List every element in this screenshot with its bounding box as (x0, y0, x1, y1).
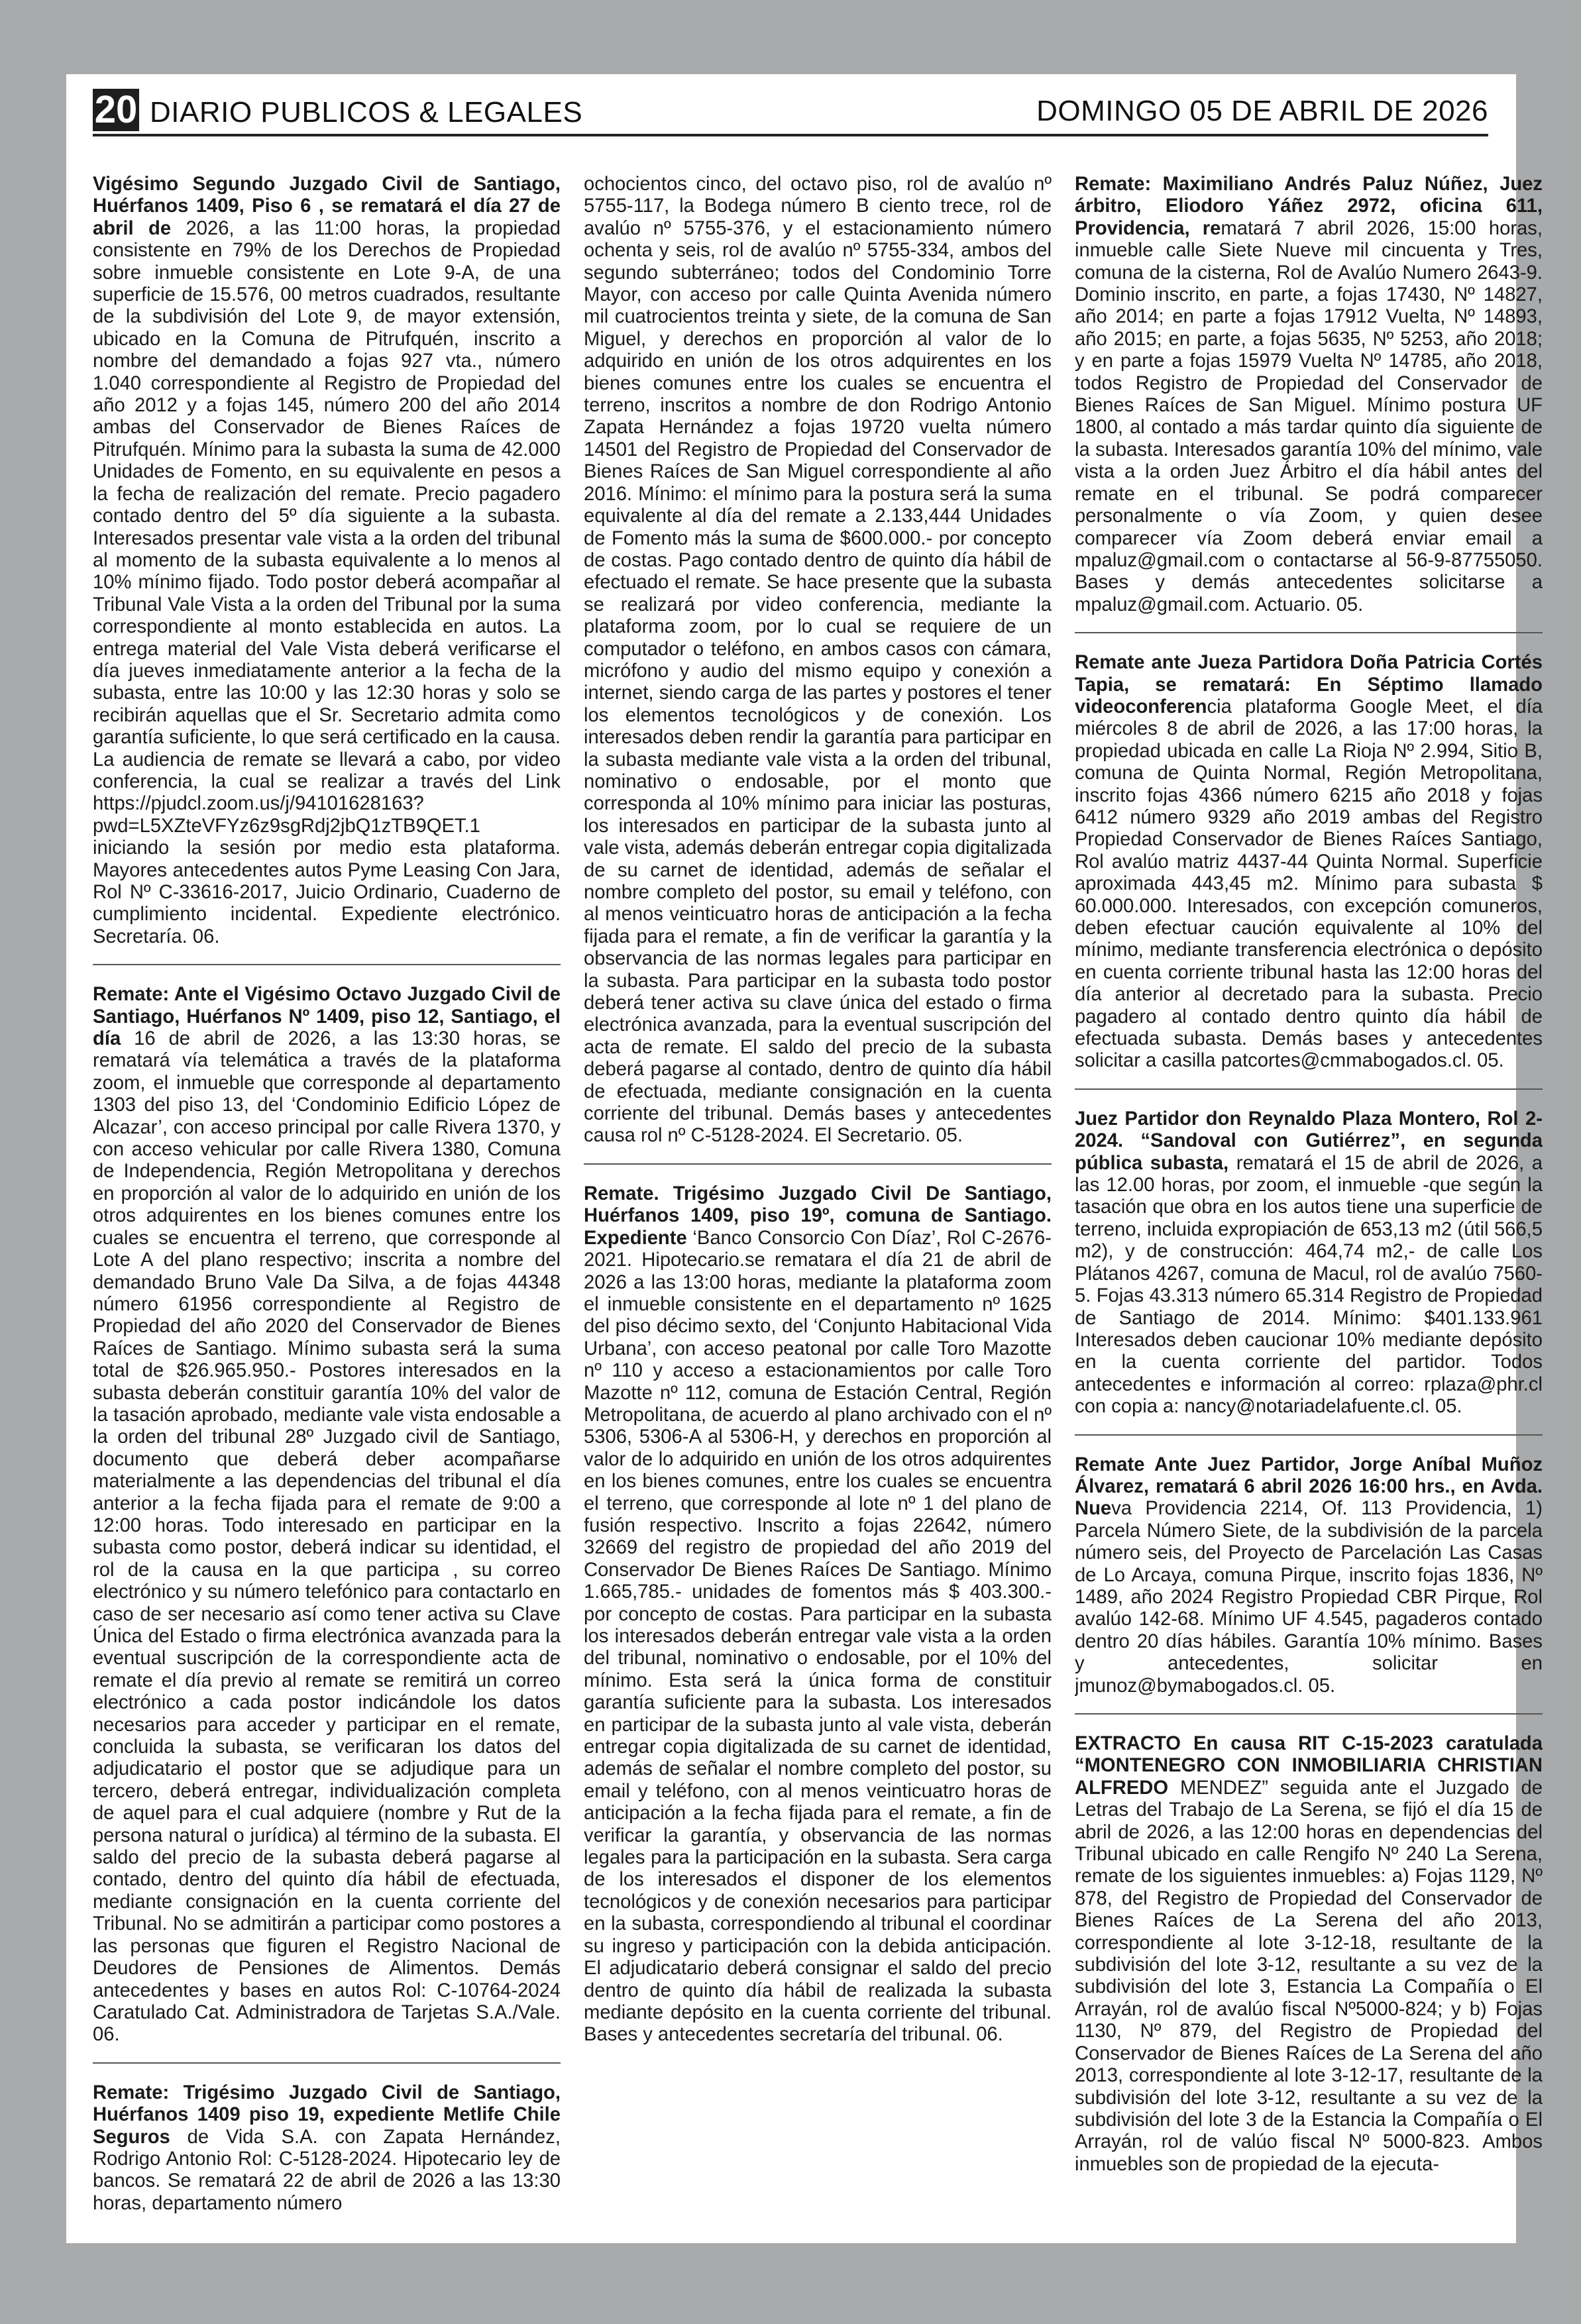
legal-notice (1075, 1454, 1543, 1697)
notice-body: 16 de abril de 2026, a las 13:30 horas, se rematará vía telemática a través de la plataforma zoom, el inmueble que corresponde al departamento 1303 del piso 13, del ‘Condominio Edificio López de Alcazar’, con acceso principal por calle Rivera 1370, y con acceso vehicular por calle Rivera 1380, Comuna de Independencia, Región Metropolitana y derechos en proporción al valor de lo adquirido en unión de los otros adquirentes en los bienes comunes entre los cuales se encuentra el terreno, que corresponde al Lote A del plano respectivo; inscrita a nombre del demandado Bruno Vale Da Silva, a de fojas 44348 número 61956 correspondiente al Registro de Propiedad del año 2020 del Conservador de Bienes Raíces de Santiago. Mínimo subasta será la suma total de $26.965.950.- Postores interesados en la subasta deberán constituir garantía 10% del valor de la tasación aprobado, mediante vale vista endosable a la orden del tribunal 28º Juzgado civil de Santiago, documento que deberá deber acompañarse materialmente a las dependencias del tribunal el día anterior a la fecha fijada para el remate de 9:00 a 12:00 horas. Todo interesado en participar en la subasta como postor, deberá indicar su identidad, el rol de la causa en la que participa , su correo electrónico y su número telefónico para contactarlo en caso de ser necesario así como tener activa su Clave Única del Estado o firma electrónica avanzada para la eventual suscripción de la correspondiente acta de remate el día previo al remate se remitirá un correo electrónico a cada postor indicándole los datos necesarios para acceder y participar en el remate, concluida la subasta, se verificaran los datos del adjudicatario el postor que se adjudique para un tercero, deberá entregar, individualización completa de aquel para el cual adquiere (nombre y Rut de la persona natural o jurídica) al término de la subasta. El saldo del precio de la subasta deberá pagarse al contado, dentro del quinto día hábil de efectuada, mediante consignación en la cuenta corriente del Tribunal. No se admitirán a participar como postores a las personas que figuren el Registro Nacional de Deudores de Pensiones de Alimentos. Demás antecedentes y bases en autos Rol: C-10764-2024 Caratulado Cat. Administradora de Tarjetas S.A./Vale. 06. (93, 1028, 561, 2046)
notice-lead: Remate: Maximiliano Andrés Paluz Núñez, Juez árbitro, Eliodoro Yáñez 2972, oficina 611, Providencia, re (1075, 174, 1543, 239)
legal-notice (584, 174, 1052, 1147)
legal-notice (1075, 174, 1543, 616)
notice-body: va Providencia 2214, Of. 113 Providencia, 1) Parcela Número Siete, de la subdivisión de la parcela número seis, del Proyecto de Parcelación Las Casas de Lo Arcaya, comuna Pirque, inscrito fojas 1836, Nº 1489, año 2024 Registro Propiedad CBR Pirque, Rol avalúo 142-68. Mínimo UF 4.545, pagaderos contado dentro 20 días hábiles. Garantía 10% mínimo. Bases y antecedentes, solicitar en jmunoz@bymabogados.cl. 05. (1075, 1498, 1543, 1697)
notice-divider (1075, 1434, 1543, 1436)
notice-lead: Juez Partidor don Reynaldo Plaza Montero, Rol 2-2024. “Sandoval con Gutiérrez”, en segunda pública subasta, (1075, 1108, 1543, 1174)
notice-body: 2026, a las 11:00 horas, la propiedad consistente en 79% de los Derechos de Propiedad sobre inmueble consistente en Lote 9-A, de una superficie de 15.576, 00 metros cuadrados, resultante de la subdivisión del Lote 9, de mayor extensión, ubicado en la Comuna de Pitrufquén, inscrito a nombre del demandado a fojas 927 vta., número 1.040 correspondiente al Registro de Propiedad del año 2012 y a fojas 145, número 200 del año 2014 ambas del Conservador de Bienes Raíces de Pitrufquén. Mínimo para la subasta la suma de 42.000 Unidades de Fomento, en su equivalente en pesos a la fecha de realización del remate. Precio pagadero contado dentro del 5º día siguiente a la subasta. Interesados presentar vale vista a la orden del tribunal al momento de la subasta equivalente a lo menos al 10% mínimo fijado. Todo postor deberá acompañar al Tribunal Vale Vista a la orden del Tribunal por la suma correspondiente al monto establecida en autos. La entrega material del Vale Vista deberá verificarse el día jueves inmediatamente anterior a la fecha de la subasta, entre las 10:00 y las 12:30 horas y solo se recibirán aquellas que el Sr. Secretario admita como garantía suficiente, lo que será certificado en la causa. La audiencia de remate se llevará a cabo, por video conferencia, la cual se realizar a través del Link https://pjudcl.zoom.us/j/94101628163?pwd=L5XZteVFYz6z9sgRdj2jbQ1zTB9QET.1 iniciando la sesión por medio esta plataforma. Mayores antecedentes autos Pyme Leasing Con Jara, Rol Nº C-33616-2017, Juicio Ordinario, Cuaderno de cumplimiento incidental. Expediente electrónico. Secretaría. 06. (93, 217, 561, 947)
notice-divider (1075, 1088, 1543, 1090)
legal-notice (584, 1183, 1052, 2046)
notice-lead: Remate Ante Juez Partidor, Jorge Aníbal Muñoz Álvarez, rematará 6 abril 2026 16:00 hrs., en Avda. Nue (1075, 1453, 1543, 1520)
notice-body: cia plataforma Google Meet, el día miércoles 8 de abril de 2026, a las 17:00 horas, la propiedad ubicada en calle La Rioja Nº 2.994, Sitio B, comuna de Quinta Normal, Región Metropolitana, inscrito fojas 4366 número 6215 año 2018 y fojas 6412 número 9329 año 2019 ambas del Registro Propiedad Conservador de Bienes Raíces Santiago, Rol avalúo matriz 4437-44 Quinta Normal. Superficie aproximada 443,45 m2. Mínimo para subasta $ 60.000.000. Interesados, con excepción comuneros, deben efectuar caución equivalente al 10% del mínimo, mediante transferencia electrónica o depósito en cuenta corriente tribunal hasta las 12:00 horas del día anterior al decretado para la subasta. Precio pagadero al contado dentro quinto día hábil de efectuada subasta. Demás bases y antecedentes solicitar a casilla patcortes@cmmabogados.cl. 05. (1075, 696, 1543, 1072)
legal-notice (93, 174, 561, 948)
legal-notice (93, 2082, 561, 2215)
page-number: 20 (93, 89, 139, 131)
notice-lead: Vigésimo Segundo Juzgado Civil de Santiago, Huérfanos 1409, Piso 6 , se rematará el día 27 de abril de (93, 174, 561, 239)
notice-body: matará 7 abril 2026, 15:00 horas, inmueble calle Siete Nueve mil cincuenta y Tres, comuna de la cisterna, Rol de Avalúo Numero 2643-9. Dominio inscrito, en parte, a fojas 17430, Nº 14827, año 2014; en parte a fojas 17912 Vuelta, Nº 14893, año 2015; en parte, a fojas 5635, Nº 5253, año 2018; y en parte a fojas 15979 Vuelta Nº 14785, año 2018, todos Registro de Propiedad del Conservador de Bienes Raíces de San Miguel. Mínimo postura UF 1800, al contado a más tardar quinto día siguiente de la subasta. Interesados garantía 10% del mínimo, vale vista a la orden Juez Árbitro el día hábil antes del remate en el tribunal. Se podrá comparecer personalmente o vía Zoom, y quien desee comparecer vía Zoom deberá enviar email a mpaluz@gmail.com o contactarse al 56-9-87755050. Bases y demás antecedentes solicitarse a mpaluz@gmail.com. Actuario. 05. (1075, 217, 1543, 615)
notice-divider (1075, 632, 1543, 633)
column-1 (93, 174, 561, 2227)
notice-lead: Remate. Trigésimo Juzgado Civil De Santiago, Huérfanos 1409, piso 19º, comuna de Santiago. Expediente (584, 1183, 1052, 1249)
issue-date: DOMINGO 05 DE ABRIL DE 2026 (1036, 95, 1488, 127)
page-header (93, 87, 1488, 136)
notice-lead: Remate ante Jueza Partidora Doña Patricia Cortés Tapia, se rematará: En Séptimo llamado videoconferen (1075, 652, 1543, 717)
notice-body: rematará el 15 de abril de 2026, a las 12.00 horas, por zoom, el inmueble -que según la tasación que obra en los autos tiene una superficie de terreno, incluida expropiación de 653,13 m2 (útil 566,5 m2), y de construcción: 464,74 m2,- de calle Los Plátanos 4267, comuna de Macul, rol de avalúo 7560-5. Fojas 43.313 número 65.314 Registro de Propiedad de Santiago de 2014. Mínimo: $401.133.961 Interesados deben caucionar 10% mediante depósito en la cuenta corriente del partidor. Todos antecedentes e información al correo: rplaza@phr.cl con copia a: nancy@notariadelafuente.cl. 05. (1075, 1152, 1543, 1418)
notice-body: MENDEZ” seguida ante el Juzgado de Letras del Trabajo de La Serena, se fijó el día 15 de abril de 2026, a las 12:00 horas en dependencias del Tribunal ubicado en calle Rengifo Nº 240 La Serena, remate de los siguientes inmuebles: a) Fojas 1129, Nº 878, del Registro de Propiedad del Conservador de Bienes Raíces de La Serena del año 2013, correspondiente al lote 3-12-18, resultante de la subdivisión del lote 3-12, resultante a su vez de la subdivisión del lote 3, Estancia La Compañía o El Arrayán, rol de avalúo fiscal Nº5000-824; y b) Fojas 1130, Nº 879, del Registro de Propiedad del Conservador de Bienes Raíces de La Serena del año 2013, correspondiente al lote 3-12-17, resultante de la subdivisión del lote 3-12, resultante a su vez de la subdivisión del lote 3 de la Estancia la Compañía o El Arrayán, rol de valúo fiscal Nº 5000-823. Ambos inmuebles son de propiedad de la ejecuta- (1075, 1777, 1543, 2175)
notice-body: de Vida S.A. con Zapata Hernández, Rodrigo Antonio Rol: C-5128-2024. Hipotecario ley de bancos. Se rematará 22 de abril de 2026 a las 13:30 horas, departamento número (93, 2126, 561, 2214)
paper-name: DIARIO PUBLICOS & LEGALES (150, 96, 583, 129)
notice-body: ochocientos cinco, del octavo piso, rol de avalúo nº 5755-117, la Bodega número B ciento trece, rol de avalúo nº 5755-376, y el estacionamiento número ochenta y seis, rol de avalúo nº 5755-334, ambos del segundo subterráneo; todos del Condominio Torre Mayor, con acceso por calle Quinta Avenida número mil cuatrocientos treinta y siete, de la comuna de San Miguel, y derechos en proporción al valor de lo adquirido en unión de los otros adquirentes en los bienes comunes entre los cuales se encuentra el terreno, inscritos a nombre de don Rodrigo Antonio Zapata Hernández a fojas 19720 vuelta número 14501 del Registro de Propiedad del Conservador de Bienes Raíces de San Miguel correspondiente al año 2016. Mínimo: el mínimo para la postura será la suma equivalente al día del remate a 2.133,444 Unidades de Fomento más la suma de $600.000.- por concepto de costas. Pago contado dentro de quinto día hábil de efectuado el remate. Se hace presente que la subasta se realizará por video conferencia, mediante la plataforma zoom, por lo cual se requiere de un computador o teléfono, en ambos casos con cámara, micrófono y audio del mismo equipo y conexión a internet, siendo carga de las partes y postores el tener los elementos tecnológicos y de conexión. Los interesados deben rendir la garantía para participar en la subasta mediante vale vista a la orden del tribunal, nominativo o endosable, por el monto que corresponda al 10% mínimo para iniciar las posturas, los interesados en participar de la subasta junto al vale vista, además deberán entregar copia digitalizada de su carnet de identidad, además de señalar el nombre completo del postor, su email y teléfono, con al menos veinticuatro horas de anticipación a la fecha fijada para el remate, a fin de verificar la garantía y la observancia de las normas legales para participar en la subasta. Para participar en la subasta todo postor deberá tener activa su clave única del estado o firma electrónica avanzada, para la eventual suscripción del acta de remate. El saldo del precio de la subasta deberá pagarse al contado, dentro de quinto día hábil de efectuada, mediante consignación en la cuenta corriente del tribunal. Demás bases y antecedentes causa rol nº C-5128-2024. El Secretario. 05. (584, 174, 1052, 1147)
notice-lead: Remate: Trigésimo Juzgado Civil de Santiago, Huérfanos 1409 piso 19, expediente Metlife Chile Seguros (93, 2082, 561, 2148)
notice-divider (584, 1163, 1052, 1165)
notice-lead: Remate: Ante el Vigésimo Octavo Juzgado Civil de Santiago, Huérfanos Nº 1409, piso 12, Santiago, el día (93, 984, 561, 1050)
notice-divider (93, 2062, 561, 2064)
notice-divider (93, 964, 561, 965)
column-2 (584, 174, 1052, 2227)
legal-notice (93, 984, 561, 2046)
notice-divider (1075, 1713, 1543, 1715)
legal-notice (1075, 1108, 1543, 1418)
column-3 (1075, 174, 1543, 2227)
legal-notice (1075, 652, 1543, 1073)
newspaper-page (66, 74, 1543, 2243)
notice-body: ‘Banco Consorcio Con Díaz’, Rol C-2676-2021. Hipotecario.se rematara el día 21 de abril de 2026 a las 13:00 horas, mediante la plataforma zoom el inmueble consistente en el departamento nº 1625 del piso décimo sexto, del ‘Conjunto Habitacional Vida Urbana’, con acceso peatonal por calle Toro Mazotte nº 110 y acceso a estacionamientos por calle Toro Mazotte nº 112, comuna de Estación Central, Región Metropolitana, de acuerdo al plano archivado con el nº 5306, 5306-A al 5306-H, y derechos en proporción al valor de lo adquirido en unión de los otros adquirentes en los bienes comunes, entre los cuales se encuentra el terreno, que corresponde al lote nº 1 del plano de fusión respectivo. Inscrito a fojas 22642, número 32669 del registro de propiedad del año 2019 del Conservador De Bienes Raíces De Santiago. Mínimo 1.665,785.- unidades de fomentos más $ 403.300.- por concepto de costas. Para participar en la subasta los interesados deberán entregar vale vista a la orden del tribunal, nominativo o endosable, por el 10% del mínimo. Esta será la única forma de constituir garantía suficiente para la subasta. Los interesados en participar de la subasta junto al vale vista, deberán entregar copia digitalizada de su carnet de identidad, además de señalar el nombre completo del postor, su email y teléfono, con al menos veinticuatro horas de anticipación a la fecha fijada para el remate, a fin de verificar la garantía, y observancia de las normas legales para la participación en la subasta. Sera carga de los interesados el disponer de los elementos tecnológicos y de conexión necesarios para participar en la subasta, correspondiendo al tribunal el coordinar su ingreso y participación con la debida anticipación. El adjudicatario deberá consignar el saldo del precio dentro de quinto día hábil de realizada la subasta mediante depósito en la cuenta corriente del tribunal. Bases y antecedentes secretaría del tribunal. 06. (584, 1227, 1052, 2046)
notice-lead: EXTRACTO En causa RIT C-15-2023 caratulada “MONTENEGRO CON INMOBILIARIA CHRISTIAN ALFREDO (1075, 1733, 1543, 1799)
legal-notice (1075, 1733, 1543, 2176)
